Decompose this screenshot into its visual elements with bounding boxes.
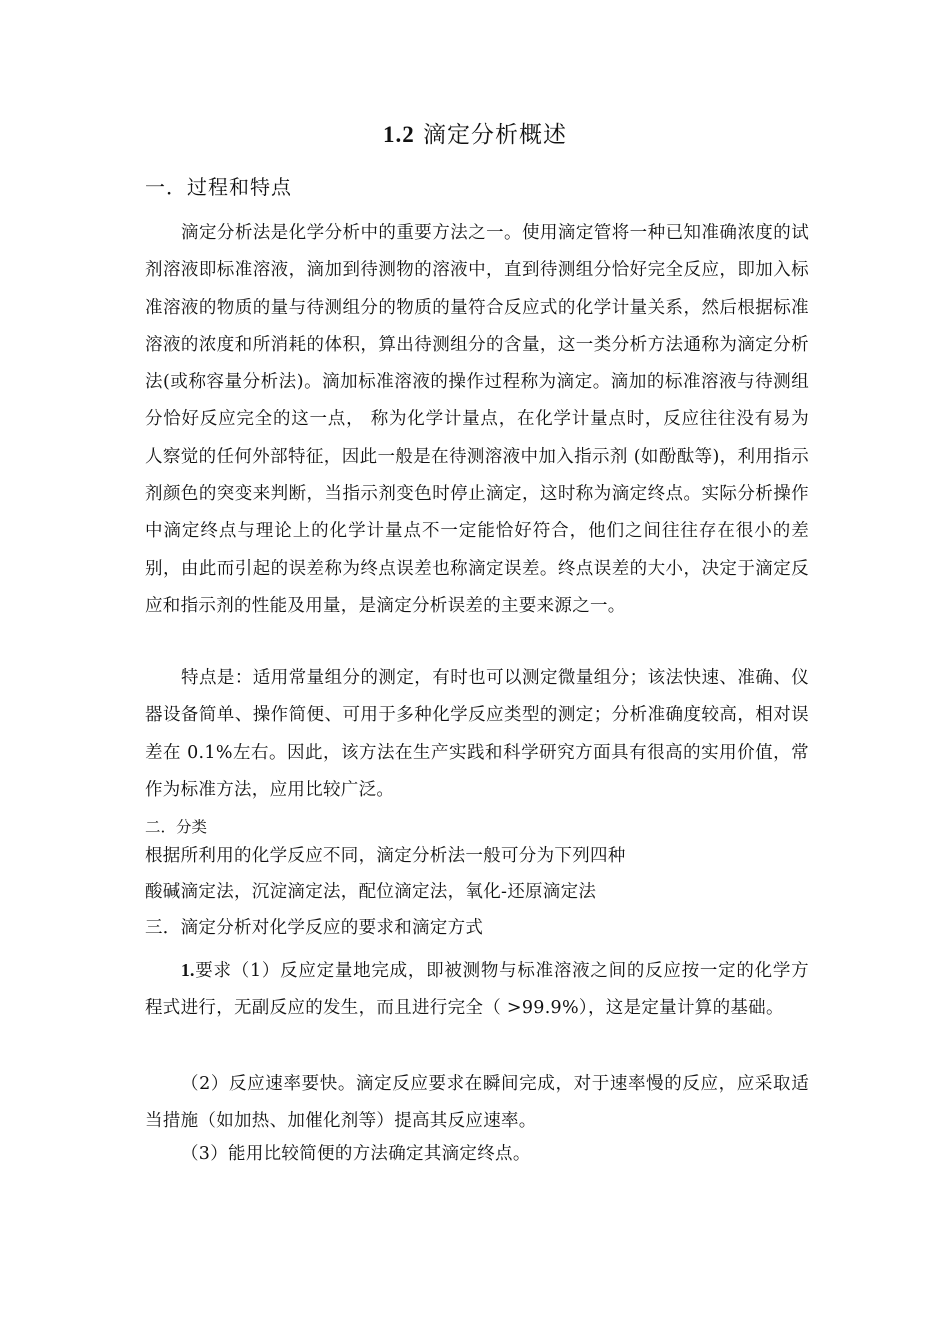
section1-paragraph-process: 滴定分析法是化学分析中的重要方法之一。使用滴定管将一种已知准确浓度的试剂溶液即标准溶液，滴加到待测物的溶液中，直到待测组分恰好完全反应，即加入标准溶液的物质的量与待测组分的物质的量符合反应式的化学计量关系，然后根据标准溶液的浓度和所消耗的体积，算出待测组分的含量，这一类分析方法通称为滴定分析法(或称容量分析法)。滴加标准溶液的操作过程称为滴定。滴加的标准溶液与待测组分恰好反应完全的这一点， 称为化学计量点，在化学计量点时，反应往往没有易为人察觉的任何外部特征，因此一般是在待测溶液中加入指示剂 (如酚酞等)，利用指示剂颜色的突变来判断，当指示剂变色时停止滴定，这时称为滴定终点。实际分析操作中滴定终点与理论上的化学计量点不一定能恰好符合，他们之间往往存在很小的差别，由此而引起的误差称为终点误差也称滴定误差。终点误差的大小，决定于滴定反应和指示剂的性能及用量，是滴定分析误差的主要来源之一。	[145, 223, 809, 616]
title-number: 1.2	[382, 122, 415, 147]
requirement-1-text: 要求（1）反应定量地完成，即被测物与标准溶液之间的反应按一定的化学方程式进行，无副反应的发生，而且进行完全（ >99.9%），这是定量计算的基础。	[145, 961, 809, 1019]
title-text: 滴定分析概述	[423, 122, 568, 148]
requirement-3: （3）能用比较简便的方法确定其滴定终点。	[181, 1144, 531, 1164]
section2-line-methods: 酸碱滴定法，沉淀滴定法，配位滴定法，氧化-还原滴定法	[145, 882, 597, 902]
section1-paragraph-features: 特点是：适用常量组分的测定，有时也可以测定微量组分；该法快速、准确、仪器设备简单、操作简便、可用于多种化学反应类型的测定；分析准确度较高，相对误差在 0.1%左右。因此，该方法在生产实践和科学研究方面具有很高的实用价值，常作为标准方法，应用比较广泛。	[145, 668, 809, 800]
requirement-1-number: 1.	[181, 960, 195, 980]
requirement-2: （2）反应速率要快。滴定反应要求在瞬间完成，对于速率慢的反应，应采取适当措施（如加热、加催化剂等）提高其反应速率。	[145, 1074, 809, 1132]
section3-heading: 三．滴定分析对化学反应的要求和滴定方式	[145, 918, 484, 938]
section2-heading: 二．分类	[145, 818, 208, 836]
page-title	[0, 118, 950, 152]
section1-heading: 一．过程和特点	[145, 175, 292, 199]
requirement-1	[145, 952, 809, 1028]
section2-line-intro: 根据所利用的化学反应不同，滴定分析法一般可分为下列四种	[145, 846, 626, 866]
